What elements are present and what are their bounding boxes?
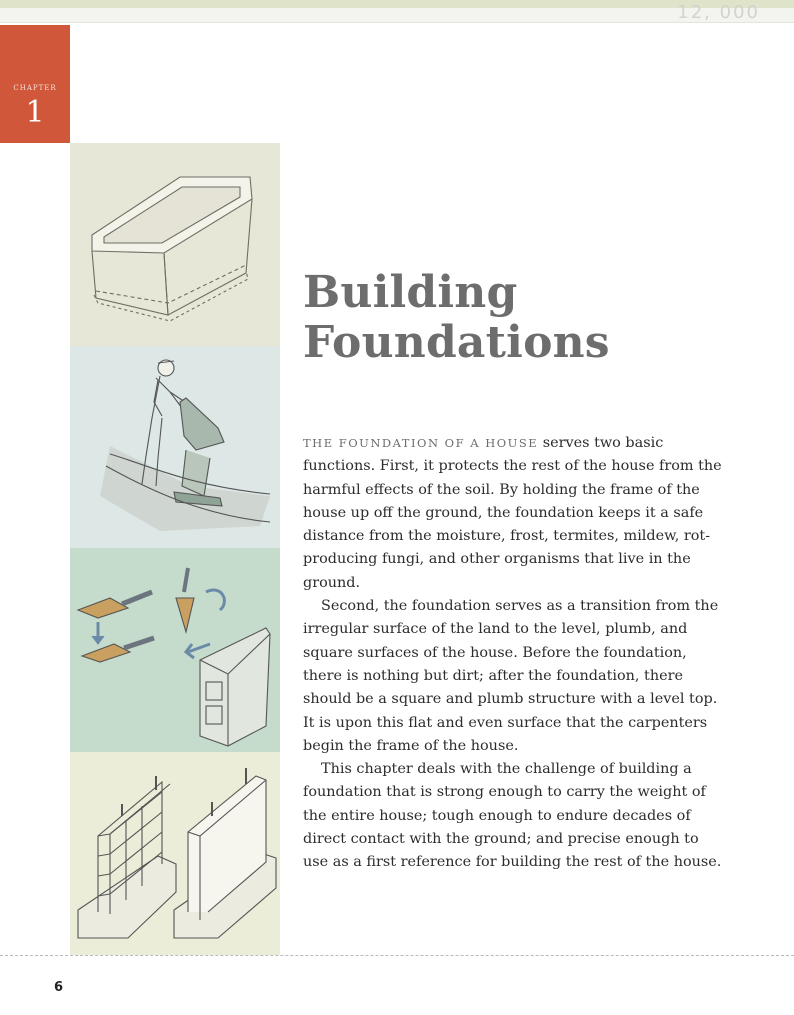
top-bar-strip — [0, 2, 794, 23]
title-line-2: Foundations — [303, 317, 610, 368]
chapter-label: CHAPTER — [13, 84, 57, 92]
page-title — [303, 268, 610, 368]
footer-rule — [0, 955, 794, 956]
chapter-number: 1 — [25, 95, 45, 130]
trowel-mortar-block-illustration — [70, 548, 280, 752]
clipped-header-text: 12, 000 — [677, 2, 760, 23]
paragraph-1 — [303, 432, 723, 595]
paragraph-1-text: serves two basic functions. First, it protects the rest of the house from the harmful effects of the soil. By holding the frame of the house up off the ground, the foundation keeps it a safe distance from the moisture, frost, termites, mildew, rot-producing fungi, and other organisms that live in the ground. — [303, 435, 722, 591]
page-number: 6 — [54, 980, 64, 995]
chapter-tab — [0, 25, 70, 143]
top-bar — [0, 0, 794, 8]
plate-compactor-worker-illustration — [70, 346, 280, 548]
form-box-illustration — [70, 143, 280, 346]
body-text — [303, 432, 723, 875]
block-and-poured-wall-illustration — [70, 752, 280, 955]
title-line-1: Building — [303, 267, 518, 318]
lead-in: THE FOUNDATION OF A HOUSE — [303, 436, 539, 450]
paragraph-3: This chapter deals with the challenge of building a foundation that is strong enough to carry the weight of the entire house; tough enough to endure decades of direct contact with the ground; and precise enough to use as a first reference for building the rest of the house. — [303, 761, 722, 871]
paragraph-2: Second, the foundation serves as a transition from the irregular surface of the land to the level, plumb, and square surfaces of the house. Before the foundation, there is nothing but dirt; after the foundation, there should be a square and plumb structure with a level top. It is upon this flat and even surface that the carpenters begin the frame of the house. — [303, 598, 719, 754]
